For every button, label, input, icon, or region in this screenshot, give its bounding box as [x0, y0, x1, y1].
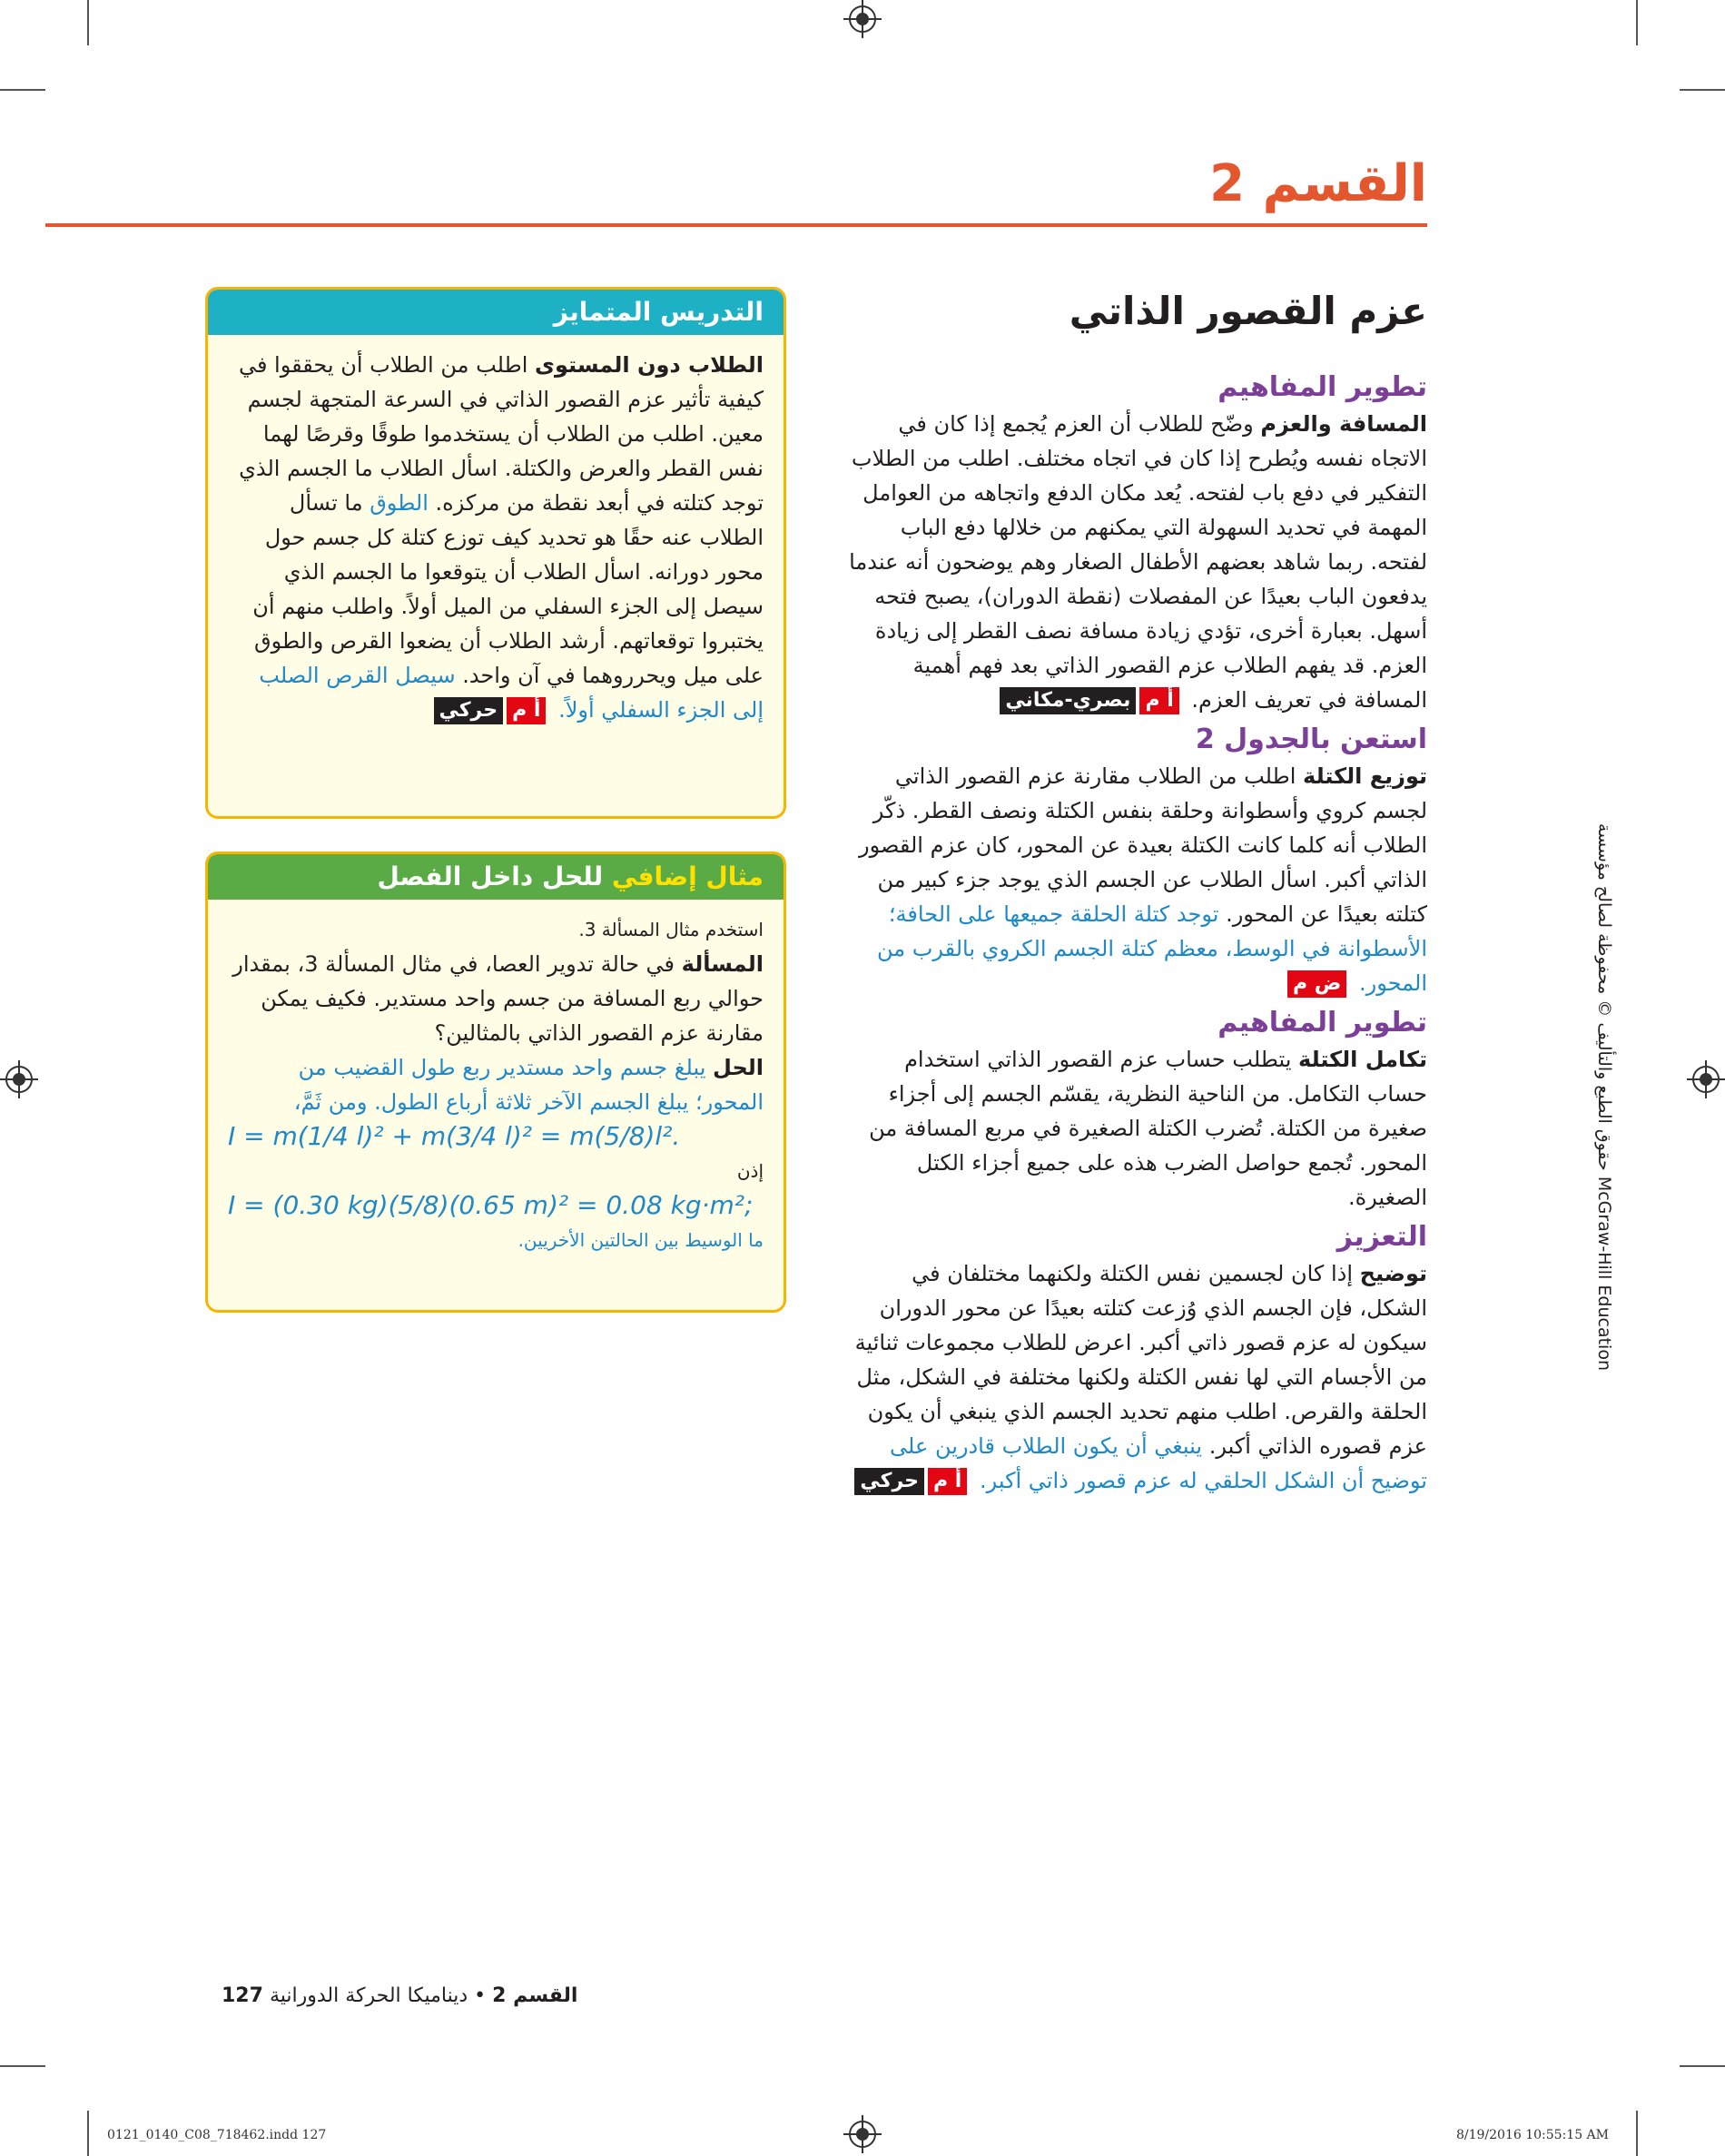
heading-use-table: استعن بالجدول 2	[1195, 724, 1427, 755]
crop-mark	[1680, 2065, 1725, 2067]
answer-text: توجد كتلة الحلقة جميعها على الحافة؛ الأسطوانة في الوسط، معظم كتلة الجسم الكروي بالقرب من المحور.	[877, 901, 1427, 996]
paragraph-distance-torque	[846, 407, 1427, 717]
crop-mark	[1680, 89, 1725, 91]
box-title: التدريس المتمايز	[208, 290, 784, 335]
answer-text: الطوق	[370, 490, 429, 516]
paragraph-text: يتطلب حساب عزم القصور الذاتي استخدام حساب التكامل. من الناحية النظرية، يقسّم الجسم إلى أجزاء صغيرة من الكتلة. تُضرب الكتلة الصغيرة في مربع المسافة من المحور. تُجمع حواصل الضرب هذه على جميع أجزاء الكتل الصغيرة.	[869, 1047, 1427, 1210]
crop-mark	[0, 89, 45, 91]
box-body	[208, 335, 784, 740]
box-title-rest: للحل داخل الفصل	[377, 861, 604, 891]
crop-mark	[1636, 0, 1638, 45]
paragraph-text: اطلب من الطلاب مقارنة عزم القصور الذاتي لجسم كروي وأسطوانة وحلقة بنفس الكتلة ونصف القطر. ذكّر الطلاب أنه كلما كانت الكتلة بعيدة عن المحور، كان عزم القصور الذاتي أكبر. اسأل الطلاب عن الجسم الذي يوجد جزء كبير من كتلته بعيدًا عن المحور.	[859, 763, 1427, 927]
crop-mark	[0, 2065, 45, 2067]
copyright-credit: حقوق الطبع والتأليف © محفوظة لصالح مؤسسة McGraw-Hill Education	[1594, 822, 1614, 1371]
box-title	[208, 854, 784, 900]
print-slug-date: 8/19/2016 10:55:15 AM	[1455, 2128, 1609, 2142]
example-solution	[228, 1050, 764, 1119]
paragraph-lead: الطلاب دون المستوى	[535, 352, 764, 378]
box-body	[208, 900, 784, 1270]
paragraph-text: وضّح للطلاب أن العزم يُجمع إذا كان في الاتجاه نفسه ويُطرح إذا كان في اتجاه مختلف. اطلب من الطلاب التفكير في دفع باب لفتحه. يُعد مكان الدفع واتجاهه من العوامل المهمة في تحديد السهولة التي يمكنهم من خلالها دفع الباب لفتحه. ربما شاهد بعضهم الأطفال الصغار وهم يوضحون أنه عندما يدفعون الباب بعيدًا عن المفصلات (نقطة الدوران)، يصبح فتحه أسهل. بعبارة أخرى، تؤدي زيادة مسافة نصف القطر إلى زيادة العزم. قد يفهم الطلاب عزم القصور الذاتي بعد فهم أهمية المسافة في تعريف العزم.	[849, 411, 1427, 713]
style-badge: حركي	[854, 1468, 924, 1495]
answer-text: سيصل القرص الصلب إلى الجزء السفلي أولاً.	[259, 663, 764, 723]
heading-develop-concepts-2: تطوير المفاهيم	[1217, 1007, 1427, 1039]
section-divider	[45, 223, 1427, 227]
registration-mark-icon	[1692, 1066, 1720, 1093]
solution-text: يبلغ جسم واحد مستدير ربع طول القضيب من المحور؛ يبلغ الجسم الآخر ثلاثة أرباع الطول. ومن ثَمَّ،	[293, 1055, 764, 1115]
learning-style-badges	[434, 697, 547, 724]
level-badge: أ م	[928, 1468, 967, 1495]
paragraph-mass-integration	[846, 1042, 1427, 1215]
footer-section: القسم 2	[492, 1984, 578, 2007]
heading-develop-concepts: تطوير المفاهيم	[1217, 371, 1427, 403]
registration-mark-icon	[849, 2121, 876, 2148]
additional-example-box	[205, 852, 786, 1313]
crop-mark	[87, 0, 89, 45]
footer-chapter: ديناميكا الحركة الدورانية	[269, 1984, 468, 2007]
problem-lead: المسألة	[681, 951, 764, 977]
paragraph-lead: توزيع الكتلة	[1303, 763, 1427, 789]
main-column	[846, 365, 1427, 1498]
solution-lead: الحل	[713, 1055, 764, 1080]
paragraph-demonstration	[846, 1256, 1427, 1498]
problem-text: في حالة تدوير العصا، في مثال المسألة 3، بمقدار حوالي ربع المسافة من جسم واحد مستدير. فكيف يمكن مقارنة عزم القصور الذاتي بالمثالين؟	[232, 951, 764, 1046]
level-badge: أ م	[1139, 687, 1178, 714]
style-badge: حركي	[434, 697, 504, 724]
crop-mark	[87, 2111, 89, 2156]
learning-style-badges	[854, 1468, 967, 1495]
paragraph-text: ما تسأل الطلاب عنه حقًا هو تحديد كيف توزع كتلة كل جسم حول محور دورانه. اسأل الطلاب أن يتوقعوا ما الجسم الذي سيصل إلى الجزء السفلي من الميل أولاً. واطلب منهم أن يختبروا توقعاتهم. أرشد الطلاب أن يضعوا القرص والطوق على ميل ويحرروهما في آن واحد.	[252, 490, 764, 688]
registration-mark-icon	[849, 5, 876, 33]
print-slug-file: 0121_0140_C08_718462.indd 127	[107, 2128, 327, 2142]
formula-result: I = (0.30 kg)(5/8)(0.65 m)² = 0.08 kg·m²;	[228, 1190, 754, 1220]
example-intro: استخدم مثال المسألة 3.	[578, 919, 764, 940]
level-badge: ض م	[1287, 970, 1346, 998]
page-number: 127	[222, 1984, 263, 2007]
box-title-highlight: مثال إضافي	[611, 861, 764, 891]
heading-reinforcement: التعزيز	[1336, 1221, 1427, 1253]
paragraph-lead: المسافة والعزم	[1260, 411, 1427, 437]
answer-text: ينبغي أن يكون الطلاب قادرين على توضيح أن الشكل الحلقي له عزم قصور ذاتي أكبر.	[890, 1433, 1427, 1493]
registration-mark-icon	[5, 1066, 33, 1093]
crop-mark	[1636, 2111, 1638, 2156]
formula-moment: I = m(1/4 l)² + m(3/4 l)² = m(5/8)l².	[228, 1121, 681, 1151]
paragraph-text: إذا كان لجسمين نفس الكتلة ولكنهما مختلفان في الشكل، فإن الجسم الذي وُزعت كتلته بعيدًا عن محور الدوران سيكون له عزم قصور ذاتي أكبر. اعرض للطلاب مجموعات ثنائية من الأجسام التي لها نفس الكتلة ولكنها مختلفة في الشكل، مثل الحلقة والقرص. اطلب منهم تحديد الجسم الذي ينبغي أن يكون عزم قصوره الذاتي أكبر.	[854, 1261, 1427, 1459]
section-header: القسم 2	[1209, 154, 1427, 213]
level-badge: أ م	[507, 697, 546, 724]
paragraph-mass-distribution	[846, 759, 1427, 1000]
example-problem	[228, 947, 764, 1050]
page-footer	[205, 1984, 577, 2007]
paragraph-text: اطلب من الطلاب أن يحققوا في كيفية تأثير عزم القصور الذاتي في السرعة المتجهة لجسم معين. اطلب من الطلاب أن يستخدموا طوقًا وقرصًا لهما نفس القطر والعرض والكتلة. اسأل الطلاب ما الجسم الذي توجد كتلته في أبعد نقطة من مركزه.	[238, 352, 764, 516]
learning-style-badges	[1000, 687, 1178, 714]
solution-then: إذن	[736, 1160, 764, 1182]
footer-bullet: •	[474, 1984, 487, 2007]
paragraph-lead: توضيح	[1359, 1261, 1427, 1286]
learning-style-badges	[1287, 970, 1346, 998]
style-badge: بصري-مكاني	[1000, 687, 1136, 714]
paragraph-lead: تكامل الكتلة	[1298, 1047, 1427, 1072]
differentiated-instruction-box	[205, 287, 786, 819]
solution-conclusion: ما الوسيط بين الحالتين الأخريين.	[518, 1229, 764, 1251]
lesson-title: عزم القصور الذاتي	[1069, 289, 1427, 333]
